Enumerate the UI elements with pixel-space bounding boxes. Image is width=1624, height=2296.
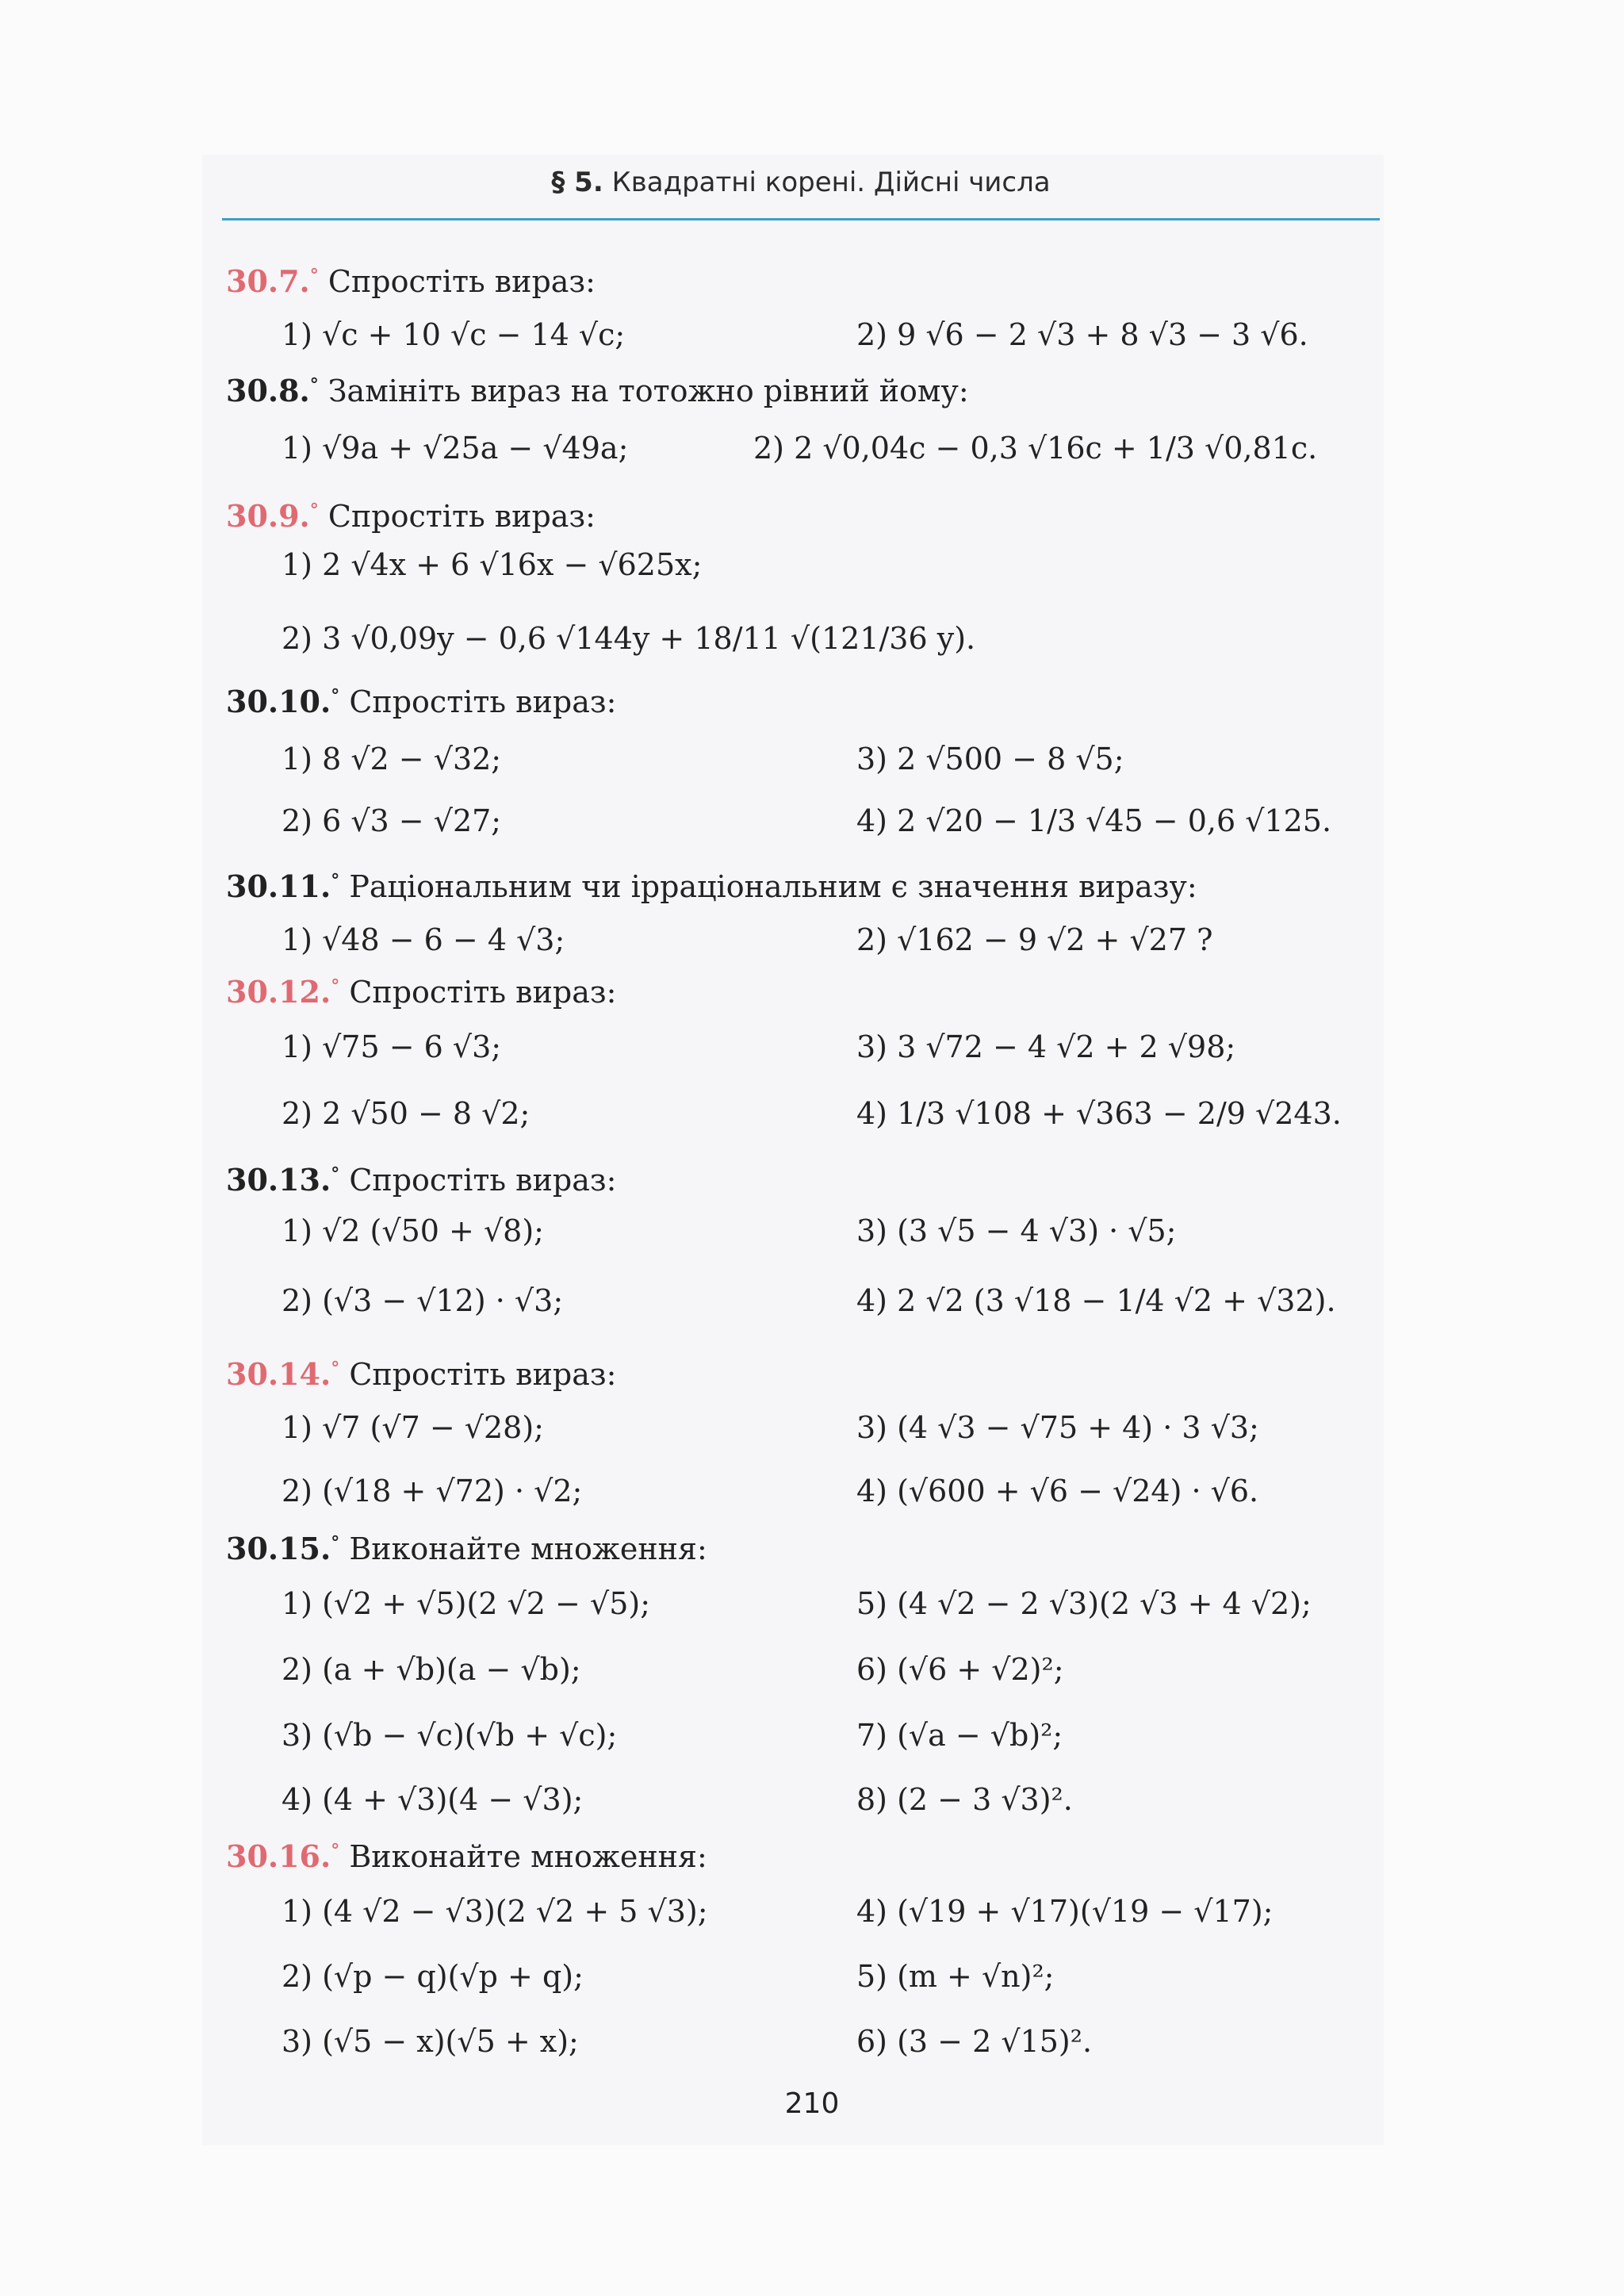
section-title: Квадратні корені. Дійсні числа [611,167,1051,198]
exercise-30-13-item-4: 4) 2 √2 (3 √18 − 1/4 √2 + √32). [856,1283,1336,1318]
exercise-30-8-item-1: 1) √9a + √25a − √49a; [282,431,629,466]
exercise-30-14-item-1: 1) √7 (√7 − √28); [282,1410,544,1445]
exercise-30-11-heading: 30.11.° Раціональним чи ірраціональним є значення виразу: [226,868,1197,904]
running-head [222,167,1380,198]
exercise-30-15-item-4: 4) (4 + √3)(4 − √3); [282,1782,584,1817]
exercise-30-10-heading: 30.10.° Спростіть вираз: [226,684,617,719]
exercise-30-9-item-1: 1) 2 √4x + 6 √16x − √625x; [282,547,703,582]
exercise-30-11-item-2: 2) √162 − 9 √2 + √27 ? [856,922,1213,957]
exercise-30-15-item-3: 3) (√b − √c)(√b + √c); [282,1718,618,1753]
exercise-30-14-heading: 30.14.° Спростіть вираз: [226,1356,617,1392]
exercise-30-15-item-1: 1) (√2 + √5)(2 √2 − √5); [282,1586,650,1621]
exercise-30-16-item-5: 5) (m + √n)²; [856,1959,1055,1994]
exercise-30-14-item-4: 4) (√600 + √6 − √24) · √6. [856,1474,1259,1508]
exercise-30-7-item-2: 2) 9 √6 − 2 √3 + 8 √3 − 3 √6. [856,317,1308,352]
exercise-30-14-item-2: 2) (√18 + √72) · √2; [282,1474,583,1508]
exercise-30-12-item-2: 2) 2 √50 − 8 √2; [282,1096,530,1131]
exercise-30-15-item-8: 8) (2 − 3 √3)². [856,1782,1073,1817]
exercise-30-13-item-2: 2) (√3 − √12) · √3; [282,1283,564,1318]
exercise-30-10-item-3: 3) 2 √500 − 8 √5; [856,742,1124,776]
exercise-30-13-item-3: 3) (3 √5 − 4 √3) · √5; [856,1213,1177,1248]
exercise-30-10-item-2: 2) 6 √3 − √27; [282,803,502,838]
exercise-30-9-heading: 30.9.° Спростіть вираз: [226,498,596,534]
exercise-30-10-item-4: 4) 2 √20 − 1/3 √45 − 0,6 √125. [856,803,1332,838]
exercise-30-15-heading: 30.15.° Виконайте множення: [226,1531,707,1566]
exercise-30-16-item-4: 4) (√19 + √17)(√19 − √17); [856,1894,1274,1929]
exercise-30-16-item-6: 6) (3 − 2 √15)². [856,2024,1093,2059]
header-rule [222,218,1380,220]
exercise-30-8-heading: 30.8.° Замініть вираз на тотожно рівний йому: [226,373,969,408]
exercise-30-16-item-3: 3) (√5 − x)(√5 + x); [282,2024,579,2059]
exercise-30-16-heading: 30.16.° Виконайте множення: [226,1838,707,1874]
exercise-30-15-item-6: 6) (√6 + √2)²; [856,1652,1064,1687]
exercise-30-13-item-1: 1) √2 (√50 + √8); [282,1213,544,1248]
exercise-30-14-item-3: 3) (4 √3 − √75 + 4) · 3 √3; [856,1410,1259,1445]
section-number: § 5. [551,167,603,198]
exercise-30-9-item-2: 2) 3 √0,09y − 0,6 √144y + 18/11 √(121/36 y). [282,621,976,656]
exercise-30-7-heading: 30.7.° Спростіть вираз: [226,263,596,299]
exercise-30-12-heading: 30.12.° Спростіть вираз: [226,974,617,1010]
exercise-30-15-item-5: 5) (4 √2 − 2 √3)(2 √3 + 4 √2); [856,1586,1312,1621]
exercise-30-12-item-1: 1) √75 − 6 √3; [282,1029,502,1064]
exercise-30-16-item-1: 1) (4 √2 − √3)(2 √2 + 5 √3); [282,1894,708,1929]
exercise-30-7-item-1: 1) √c + 10 √c − 14 √c; [282,317,626,352]
page-number: 210 [784,2087,840,2120]
exercise-30-15-item-2: 2) (a + √b)(a − √b); [282,1652,581,1687]
exercise-30-16-item-2: 2) (√p − q)(√p + q); [282,1959,584,1994]
exercise-30-12-item-4: 4) 1/3 √108 + √363 − 2/9 √243. [856,1096,1342,1131]
exercise-30-12-item-3: 3) 3 √72 − 4 √2 + 2 √98; [856,1029,1236,1064]
exercise-30-13-heading: 30.13.° Спростіть вираз: [226,1162,617,1198]
exercise-30-15-item-7: 7) (√a − √b)²; [856,1718,1063,1753]
exercise-30-11-item-1: 1) √48 − 6 − 4 √3; [282,922,565,957]
exercise-30-10-item-1: 1) 8 √2 − √32; [282,742,502,776]
exercise-30-8-item-2: 2) 2 √0,04c − 0,3 √16c + 1/3 √0,81c. [753,431,1318,466]
